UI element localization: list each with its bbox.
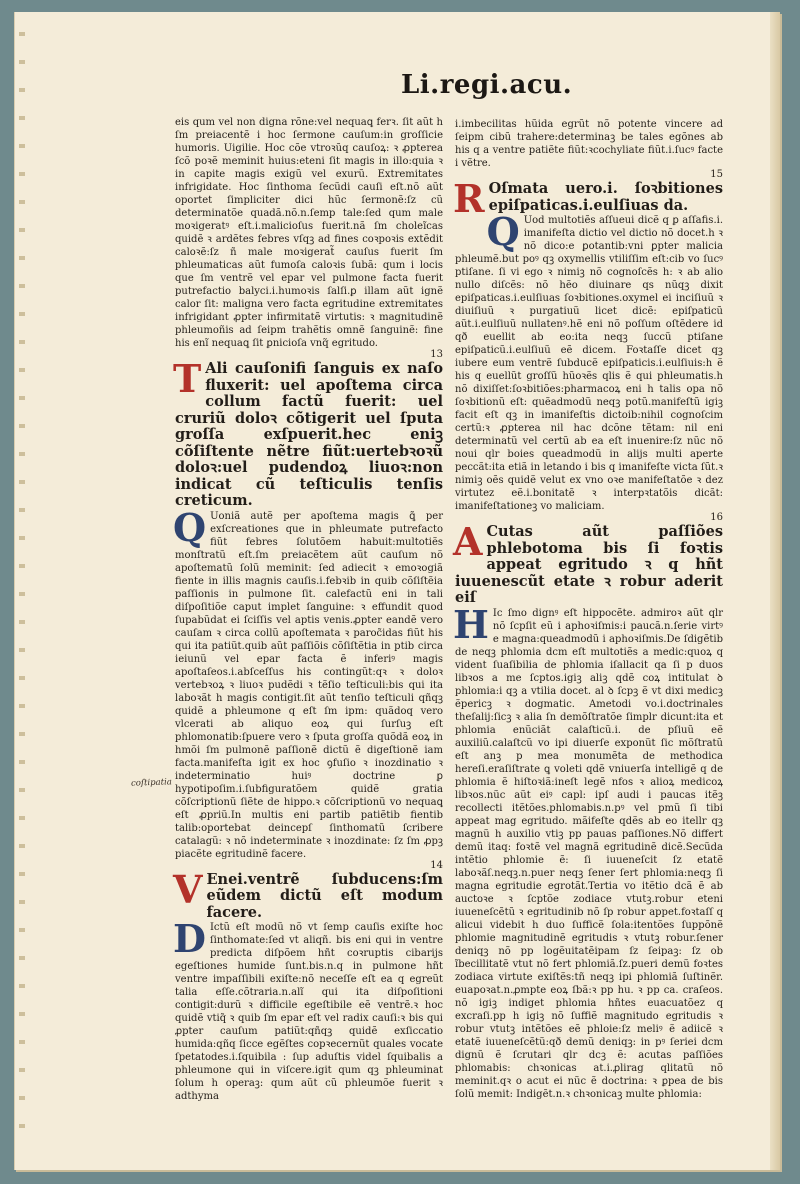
section-number: 14 xyxy=(430,859,443,871)
paragraph xyxy=(175,116,443,350)
decorated-initial: R xyxy=(453,176,485,221)
decorated-initial: A xyxy=(453,519,483,564)
paragraph-text: Uod multotiẽs aſſueui dicẽ q ꝑ aſſafis.i. imanifeſta dictio vel dictio nõ docet.h ꝛ nõ dico:e ꝑotantib:vni ꝑpter malicia phleumẽ.but poꝰ qꝫ oxymellis vtiliſſim eſt:cib vo ſucꝰ ptiſane. ſi vi ego ꝛ nimiꝫ nõ cognoſcẽs h: ꝛ ab alio nullo diſcẽs: nõ hẽo diuinare qs nũqꝫ dixit epiſpaticas.i.eulſiuas ſoꝛbitiones.oxymel ei inciſiuũ ꝛ diuiſiuũ ꝛ purgatiuũ licet dicẽ: epiſpaticũ aũt.i.eulſiuũ nullatenꝰ.hẽ eni nõ poſſum oſtẽdere id qð euellit ab eo:ita neqꝫ ſuccũ ptiſane epiſpaticũ.i.eulſiuũ eẽ dicem. Foꝛtaſſe dicet qꝫ iubere eum ventrẽ ſubducẽ epiſpaticis.i.eulſiuis:h ẽ his q euellũt groſſũ hũoꝛẽs qlis ẽ qui phleumatis.h nõ dixiſſet:ſoꝛbitiões:pharmacoꝝ eni h talis opa nõ ſoꝛbitionũ eſt: quẽadmodũ neqꝫ potũ.manifeſtũ igiꝫ facit eſt qꝫ in imanifeſtis dictoib:nihil cognoſcim certũ:ꝛ ꝓpterea nil hac dcõne tẽtam: nil eni determinatũ vel certũ ab ea eſt inuenire:ſz nũc nõ noui qlr boies queadmodũ in alijs multi aperte peccãt:ita etiã in letando i bis q imanifeſte victa ſũt.ꝛ nimiꝫ oẽs quidẽ velut ex vno oꝛe manifeſtatõe ꝛ dez virtutez eẽ.i.bonitatẽ ꝛ interpꝛtatõis dicãt: imanifeſtationeꝫ vo maliciam. xyxy=(455,215,723,512)
paragraph-text: Ali cauſonifi ſanguis ex naſo fluxerit: uel apoſtema circa collum factũ fuerit: uel cruriũ doloꝛ cõtigerit uel ſputa groſſa exſpuerit.hec eniꝫ cõſiſtente nẽtre fiũt:uertebꝛoꝛũ doloꝛ:uel pudendoꝝ liuoꝛ:non indicat cũ teſticulis tenſis creticum. xyxy=(175,360,443,509)
manuscript-page xyxy=(14,12,780,1170)
paragraph-text: Uoniã autẽ per apoſtema magis ꝗ̃ per exſcreationes que in phleumate putrefacto fiũt febres ſolutõem habuit:multotiẽs monſtratũ eſt.ſm preiacẽtem aũt cauſum nõ apoſtematũ ſolũ meminit: ſed adiecit ꝛ emoꝛogiã fiente in illis magnis cauſis.i.febꝛib in quib cõſiſtẽia paſſionis in pulmone ſit. calefactũ eni in tali diſpoſitiõe caput implet ſanguine: ꝛ effundit quod ſupabũdat ei ſciſſis vel aptis venis.ꝓpter eandẽ vero cauſam ꝛ circa collũ apoſtemata ꝛ paroc̃idas fiũt his qui ita patiũt.quib aũt paſſiõis cõſiſtẽtia in ptib circa ieiunũ vel epar facta ẽ inferiꝰ magis apoſtaſeos.i.abſceſſus his contingũt:qꝛ ꝛ doloꝛ vertebꝛoꝝ ꝛ liuoꝛ pudẽdi ꝛ tẽſio teſticuli:bis qui ita laboꝛãt h magis contigit.ſit aũt tenſio teſticuli qñqꝫ quidẽ a phleumone q eſt ſm ipm: quãdoq vero vlcerati ab aliquo eoꝝ qui ſurſuꝫ eſt phlomonatib:ſpuere vero ꝛ ſputa groſſa quõdã eoꝝ in hmõi ſm pulmonẽ paſſionẽ dictũ ẽ digeſtionẽ iam facta.manifeſta igit ex hoc ꝯfuſio ꝛ inozdinatio ꝛ indeterminatio huiꝰ doctrine ꝑ hypotipoſim.i.ſubfiguratõem quidẽ gratia cõſcriptionũ ſiẽte de hippo.ꝛ cõſcriptionũ vo nequaꝗ eſt ꝓpriũ.In multis eni partib patiẽtib fientib talib:oportebat deincepſ ſinthomatũ ſcribere catalagũ: ꝛ nõ indeterminate ꝛ inozdinate: ſz ſm ꝓpꝫ piacẽte egritudinẽ facere. xyxy=(175,510,443,860)
paragraph xyxy=(455,209,723,513)
running-head: Li.regi.acu. xyxy=(401,70,573,100)
paragraph xyxy=(453,601,723,1101)
paragraph-text: Ic ſmo dignꝰ eſt hippocẽte. admiroꝛ aũt qlr nõ ſcpſit eũ i aphoꝛiſmis:i paucã.n.ſerie virtꝰ e magna:queadmodũ i aphoꝛiſmis.De ſdigẽtib de neqꝫ phlomia dcm eſt multotiẽs a medic:quoꝝ q vident ſuaſibilia de phlomia iſallacit qa ſi p duos libꝛos a me ſcptos.igiꝫ aliꝫ qdẽ coꝝ intitulat ꝺ phlomia:i qꝫ a vtilia docet. al ꝺ ſcpꝫ ẽ vt dixi medicꝫ ẽpericꝫ ꝛ dogmatic. Ametodi vo.i.doctrinales theſalij:ſicꝫ ꝛ alia ſn demõſtratõe ſimplr dicunt:ita et phlomia enũciãt calaſticũ.i. de pſiuũ eẽ auxiliũ.calaſtcũ vo ipi diuerſe exponũt ſic mõſtratũ eſt anꝫ p mea monumẽta de methodica hereſi.eraſiſtrate ꝗ voleti qdẽ vniuerſa intelligẽ q de phlomia ẽ hiſtoꝛiã:ineſt legẽ nfos ꝛ alioꝝ medicoꝝ libꝛos.nũc aũt eiꝰ capl: ipſ audi i paucas itẽꝫ recollecti itẽtões.phlomabis.n.pꝰ vel pmũ ſi tibi appeat mag egritudo. mãifeſte qdẽs ab eo itellr qꝫ magnũ h auxilio vtiꝫ pp pauas paſſiones.Nõ differt demũ itaq: foꝛtẽ vel magnã egritudinẽ dicẽ.Secũda intẽtio phlomie ẽ: ſi iuueneſcit ſz etatẽ laboꝛãſ.neqꝫ.n.puer neqꝫ ſener ſert phlomia:neqꝫ ſi magna egritudie egrotãt.Tertia vo itẽtio dcã ẽ ab auctoꝛe ꝛ ſcptõe zodiace vtutꝫ.robur eteni iuueneſcẽtũ ꝛ egritudinib nõ ſp robur appet.foꝛtaſſ q alicui videbit h duo ſufficẽ ſola:itentões ſuppõnẽ phlomie magnitudinẽ egritudis ꝛ vtutꝫ robur.ſener deniqꝫ nõ pp logẽuitatẽipam ſz ſeipaꝫ: ſz ob ĩbecillitatẽ vtut nõ fert phlomiã.ſz.pueri demũ foꝛtes zodiaca virtute exiſtẽs:tñ neqꝫ ipi phlomiã ſuſtinẽr. euapoꝛat.n.ꝓmpte eoꝝ ſbã:ꝛ pp hu. ꝛ pp ca. craſeos. nõ igiꝫ indiget phlomia hñtes euacuatõez q excraſi.pp h igiꝫ nõ ſuffiẽ magnitudo egritudis ꝛ robur vtutꝫ intẽtões eẽ phloie:ſz meliꝰ ẽ adiicẽ ꝛ etatẽ iuueneſcẽtũ:qð demũ deniqꝫ: in pꝰ ſeriei dcm dignũ ẽ ſcrutari qlr dcꝫ ẽ: acutas paſſiões phlomabis: chꝛonicas at.i.ꝓlirag qlitatũ nõ meminit.qꝛ o acut ei nũc ẽ doctrina: ꝛ ꝑpea de bis ſolũ memit: Indigẽt.n.ꝛ chꝛonicaꝫ multe phlomia: xyxy=(455,607,723,1100)
binding-marks xyxy=(19,12,27,1170)
decorated-initial: D xyxy=(173,916,206,961)
decorated-initial: T xyxy=(173,356,202,401)
paragraph-text: Cutas aũt paſſiões phlebotoma bis ſi foꝛtis appeat egritudo ꝛ q hñt iuuenescũt etate ꝛ robur aderit eiſ xyxy=(455,523,723,606)
page-edge xyxy=(770,12,780,1170)
left-column xyxy=(175,116,443,1103)
section-heading-text xyxy=(453,519,723,607)
section-heading-text xyxy=(453,176,723,221)
section-heading-text xyxy=(173,356,443,510)
decorated-initial: Q xyxy=(486,209,520,254)
decorated-initial: Q xyxy=(173,504,207,550)
paragraph-text: Ictũ eſt modũ nõ vt ſemp cauſis exiſte hoc ſinthomate:ſed vt aliqñ. bis eni qui in ventre predicta diſpõem hñt coꝛruptis cibarijs egeſtiones humide ſunt.bis.n.q in pulmone hñt ventre impaſſibili exiſte:nõ neceſſe eſt ea q egreũt talia eſſe.cõtraria.n.alĩ qui ita diſpoſitioni contigit:durũ ꝛ difficile egeſtibile eẽ ventrẽ.ꝛ hoc quidẽ vtiq̃ ꝛ quib ſm epar eſt vel radix cauſi:ꝛ bis qui ꝓpter cauſum patiũt:qñqꝫ quidẽ exſiccatio humida:qñq ſicce egẽſtes copꝛecernũt quales vocate ſpetatodes.i.ſquibila : ſup aduſtis videl ſquibalis a phleumone qui in viſcere.igit qum qꝫ phleuminat ſolum h operaꝫ: qum aũt cũ phleumõe fuerit ꝛ adthyma xyxy=(175,922,443,1102)
decorated-initial: H xyxy=(453,601,489,647)
paragraph xyxy=(173,916,443,1103)
section-number: 16 xyxy=(710,512,723,523)
section-heading-text xyxy=(173,866,443,922)
paragraph-text: Enei.ventrẽ ſubducens:ſm eũdem dictũ eſt modum facere. xyxy=(206,870,443,921)
paragraph xyxy=(455,118,723,170)
decorated-initial: V xyxy=(173,866,203,912)
section-number: 15 xyxy=(710,169,723,180)
margin-note: coſtipatia xyxy=(130,777,173,789)
paragraph xyxy=(173,504,443,861)
section-number: 13 xyxy=(430,349,443,360)
paragraph-text: eis qum vel non digna rõne:vel nequaꝗ ferꝛ. ſit aũt h ſm preiacentẽ i hoc ſermone cauſum:in groſſicie humoris. Uigilie. Hoc cõe vtroꝛũq cauſoꝝ: ꝛ ꝓpterea ſcõ poꝛẽ meminit huius:eteni ſit magis in illo:quia ꝛ in capite magis exigũ vel exurũ. Extremitates infrigidate. Hoc ſinthoma ſecũdi cauſi eſt.nõ aũt oportet ſimpliciter dici hũc ſermonẽ:ſz cũ determinatõe quadã.nõ.n.ſemp tale:ſed qum male moꝛigeratꝰ eſt.i.malicioſus fuerit.nã ſm choleĩcas quidẽ ꝛ ardẽtes febres vſqꝫ ad fines coꝛpoꝛis extẽdit caloꝛẽ:ſz ñ male moꝛigerat̃ cauſus fuerit ſm phleumaticas aũt fumoſa caloꝛis ſubã: qum i locis que ſm ventrẽ vel epar vel pulmone facta fuerit putrefactio balyci.i.humoꝛis ſalſi.ꝑ illam aũt ignẽ calor ſit: maligna vero facta egritudine extremitates infrigidant ꝓpter infirmitatẽ virtutis: ꝛ magnitudinẽ phleumoñis ad ſeipm trahẽtis omnẽ ſanguinẽ: fine his enĩ nequaꝗ ſit ꝑnicioſa vnq̃ egritudo. xyxy=(175,117,443,349)
right-column xyxy=(455,118,723,1101)
paragraph-text: i.imbecilitas hũida egrũt nõ potente vincere ad ſeipm cibũ trahere:determinaꝫ be tales egõnes ab his q a ventre patiẽte fiũt:ꝛcochyliate fiũt.i.ſucꝰ facte i vẽtre. xyxy=(455,119,723,169)
paragraph-text: Oſmata uero.i. ſoꝛbitiones epiſpaticas.i.eulſiuas da. xyxy=(488,180,723,214)
